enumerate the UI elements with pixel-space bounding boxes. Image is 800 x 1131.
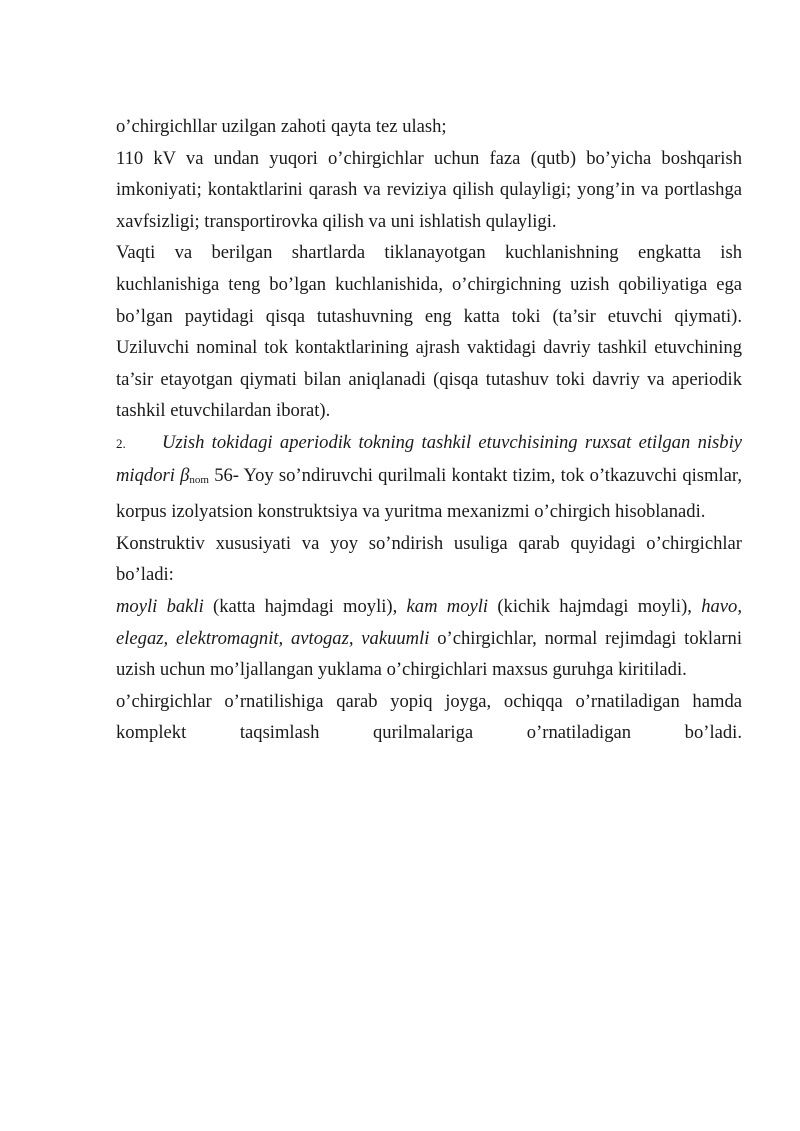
paragraph-6-text-2: (kichik hajmdagi moyli), [488,595,702,617]
document-page [116,111,742,749]
type-list: havo, elegaz, elektromagnit, avtogaz, vakuumli [116,595,742,649]
paragraph-1: o’chirgichllar uzilgan zahoti qayta tez ulash; [116,116,447,137]
paragraph-6-text-1: (katta hajmdagi moyli), [203,595,407,617]
paragraph-6 [116,591,742,686]
list-number: 2. [116,435,126,451]
paragraph-6-text-3: o’chirgichlar, normal rejimdagi toklarni uzish uchun mo’ljallangan yuklama o’chirgichlari maxsus guruhga kiritiladi. [116,627,742,681]
type-oil-tank: moyli bakli [116,595,204,617]
paragraph-4 [116,427,742,528]
paragraph-4-text: 56- Yoy so’ndiruvchi qurilmali kontakt tizim, tok o’tkazuvchi qismlar, korpus izolyatsion konstruktsiya va yuritma mexanizmi o’chirgich hisoblanadi. [116,464,742,523]
paragraph-2: 110 kV va undan yuqori o’chirgichlar uchun faza (qutb) bo’yicha boshqarish imkoniyati; kontaktlarini qarash va reviziya qilish qulayligi; yong’in va portlashga xavfsizligi; transportirovka qilish va uni ishlatish qulayligi. [116,147,742,232]
paragraph-5: Konstruktiv xususiyati va yoy so’ndirish usuliga qarab quyidagi o’chirgichlar bo’ladi: [116,532,742,586]
italic-heading: Uzish tokidagi aperiodik tokning tashkil etuvchisining ruxsat etilgan nisbiy miqdori β [116,431,742,486]
beta-subscript: nom [189,473,209,486]
paragraph-3: Vaqti va berilgan shartlarda tiklanayotgan kuchlanishning engkatta ish kuchlanishiga teng bo’lgan kuchlanishida, o’chirgichning uzish qobiliyatiga ega bo’lgan paytidagi qisqa tutashuvning eng katta toki (ta’sir etuvchi qiymati). Uziluvchi nominal tok kontaktlarining ajrash vaktidagi davriy tashkil etuvchining ta’sir etayotgan qiymati bilan aniqlanadi (qisqa tutashuv toki davriy va aperiodik tashkil etuvchilardan iborat). [116,242,742,422]
paragraph-7: o’chirgichlar o’rnatilishiga qarab yopiq joyga, ochiqqa o’rnatiladigan hamda komplekt taqsimlash qurilmalariga o’rnatiladigan bo’ladi. [116,690,742,744]
type-low-oil: kam moyli [406,595,489,617]
